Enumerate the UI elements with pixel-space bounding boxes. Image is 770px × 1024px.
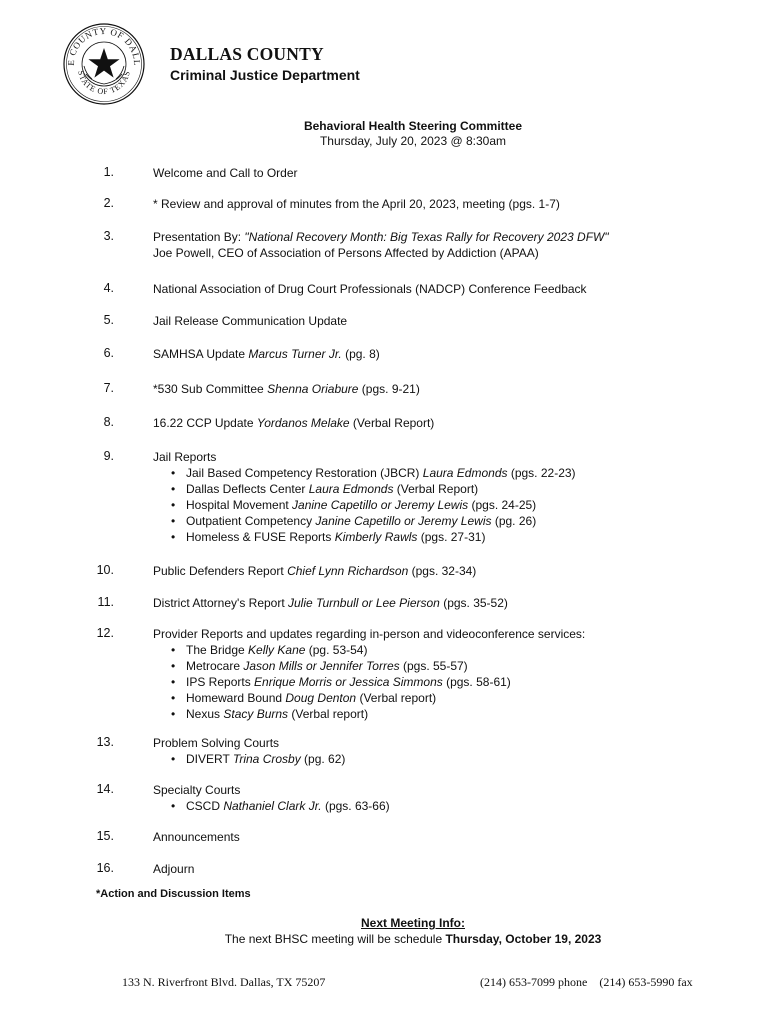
meeting-heading xyxy=(0,119,770,149)
sub-item: • Dallas Deflects Center Laura Edmonds (Verbal Report) xyxy=(153,481,743,497)
agenda-number: 3. xyxy=(103,229,114,243)
department-name: Criminal Justice Department xyxy=(170,67,360,83)
sub-item: • The Bridge Kelly Kane (pg. 53-54) xyxy=(153,642,743,658)
footer-fax: (214) 653-5990 fax xyxy=(599,975,693,989)
presenter-name: Chief Lynn Richardson xyxy=(287,564,409,578)
presenter-name: Marcus Turner Jr. xyxy=(248,347,342,361)
county-seal xyxy=(62,22,146,106)
sub-item: • Homeward Bound Doug Denton (Verbal report) xyxy=(153,690,743,706)
action-note: *Action and Discussion Items xyxy=(96,888,251,900)
sub-item: • CSCD Nathaniel Clark Jr. (pgs. 63-66) xyxy=(153,798,743,814)
agenda-text: Specialty Courts xyxy=(153,783,241,797)
agenda-text: District Attorney's Report xyxy=(153,596,288,610)
agenda-text: National Association of Drug Court Professionals (NADCP) Conference Feedback xyxy=(153,282,587,296)
page-ref: (Verbal Report) xyxy=(349,416,435,430)
agenda-number: 16. xyxy=(96,861,114,875)
agenda-text: Jail Release Communication Update xyxy=(153,314,348,328)
agenda-number: 9. xyxy=(103,449,114,463)
sub-list xyxy=(153,465,743,545)
presenter-name: Julie Turnbull or Lee Pierson xyxy=(288,596,440,610)
agenda-text: SAMHSA Update xyxy=(153,347,249,361)
agenda-number: 14. xyxy=(96,782,114,796)
agenda-text: Problem Solving Courts xyxy=(153,736,280,750)
agenda-number: 5. xyxy=(103,313,114,327)
page-ref: (pgs. 9-21) xyxy=(358,382,420,396)
sub-list xyxy=(153,642,743,722)
agenda-number: 8. xyxy=(103,415,114,429)
agenda-text: Adjourn xyxy=(153,862,195,876)
agenda-text: Announcements xyxy=(153,830,240,844)
sub-item: • Nexus Stacy Burns (Verbal report) xyxy=(153,706,743,722)
agenda-number: 12. xyxy=(96,626,114,640)
agenda-text: Welcome and Call to Order xyxy=(153,166,298,180)
footer-address: 133 N. Riverfront Blvd. Dallas, TX 75207 xyxy=(122,975,326,989)
page-ref: (pgs. 35-52) xyxy=(439,596,508,610)
presentation-title: "National Recovery Month: Big Texas Rally for Recovery 2023 DFW" xyxy=(244,230,609,244)
sub-item: • Hospital Movement Janine Capetillo or Jeremy Lewis (pgs. 24-25) xyxy=(153,497,743,513)
sub-item: • IPS Reports Enrique Morris or Jessica Simmons (pgs. 58-61) xyxy=(153,674,743,690)
agenda-number: 2. xyxy=(103,196,114,210)
agenda-text: * Review and approval of minutes from the April 20, 2023, meeting (pgs. 1-7) xyxy=(153,197,560,211)
svg-text:THE COUNTY OF DALLAS: E COUNTY OF DALL xyxy=(65,25,143,67)
star-icon xyxy=(88,48,119,78)
sub-item: • DIVERT Trina Crosby (pg. 62) xyxy=(153,751,743,767)
presenter-line: Joe Powell, CEO of Association of Persons Affected by Addiction (APAA) xyxy=(153,246,539,260)
org-header xyxy=(170,44,360,83)
agenda-text: Jail Reports xyxy=(153,450,217,464)
meeting-title: Behavioral Health Steering Committee xyxy=(303,119,523,133)
meeting-datetime: Thursday, July 20, 2023 @ 8:30am xyxy=(319,134,507,148)
next-meeting-date: Thursday, October 19, 2023 xyxy=(445,932,602,946)
agenda-text: *530 Sub Committee xyxy=(153,382,268,396)
presenter-name: Shenna Oriabure xyxy=(267,382,359,396)
sub-item: • Jail Based Competency Restoration (JBCR) Laura Edmonds (pgs. 22-23) xyxy=(153,465,743,481)
page-ref: (pgs. 32-34) xyxy=(408,564,477,578)
page-ref: (pg. 8) xyxy=(341,347,380,361)
agenda-number: 13. xyxy=(96,735,114,749)
agenda-number: 6. xyxy=(103,346,114,360)
agenda-number: 15. xyxy=(96,829,114,843)
agenda-text: Provider Reports and updates regarding in-person and videoconference services: xyxy=(153,627,586,641)
org-name: DALLAS COUNTY xyxy=(170,44,324,64)
agenda-text: Presentation By: xyxy=(153,230,245,244)
agenda-number: 1. xyxy=(103,165,114,179)
sub-list xyxy=(153,798,743,814)
agenda-text: 16.22 CCP Update xyxy=(153,416,257,430)
footer-contacts xyxy=(480,975,705,990)
presenter-name: Yordanos Melake xyxy=(256,416,350,430)
sub-item: • Homeless & FUSE Reports Kimberly Rawls (pgs. 27-31) xyxy=(153,529,743,545)
next-meeting-heading: Next Meeting Info: xyxy=(361,916,465,930)
sub-list xyxy=(153,751,743,767)
svg-text:STATE OF TEXAS: STATE OF TEXAS xyxy=(76,69,132,97)
next-meeting-info xyxy=(0,915,770,947)
agenda-number: 10. xyxy=(96,563,114,577)
sub-item: • Metrocare Jason Mills or Jennifer Torres (pgs. 55-57) xyxy=(153,658,743,674)
agenda-number: 11. xyxy=(97,595,114,609)
sub-item: • Outpatient Competency Janine Capetillo or Jeremy Lewis (pg. 26) xyxy=(153,513,743,529)
agenda-number: 7. xyxy=(103,381,114,395)
footer-phone: (214) 653-7099 phone xyxy=(480,975,588,989)
agenda-number: 4. xyxy=(103,281,114,295)
agenda-text: Public Defenders Report xyxy=(153,564,288,578)
next-meeting-text: The next BHSC meeting will be schedule xyxy=(224,932,446,946)
